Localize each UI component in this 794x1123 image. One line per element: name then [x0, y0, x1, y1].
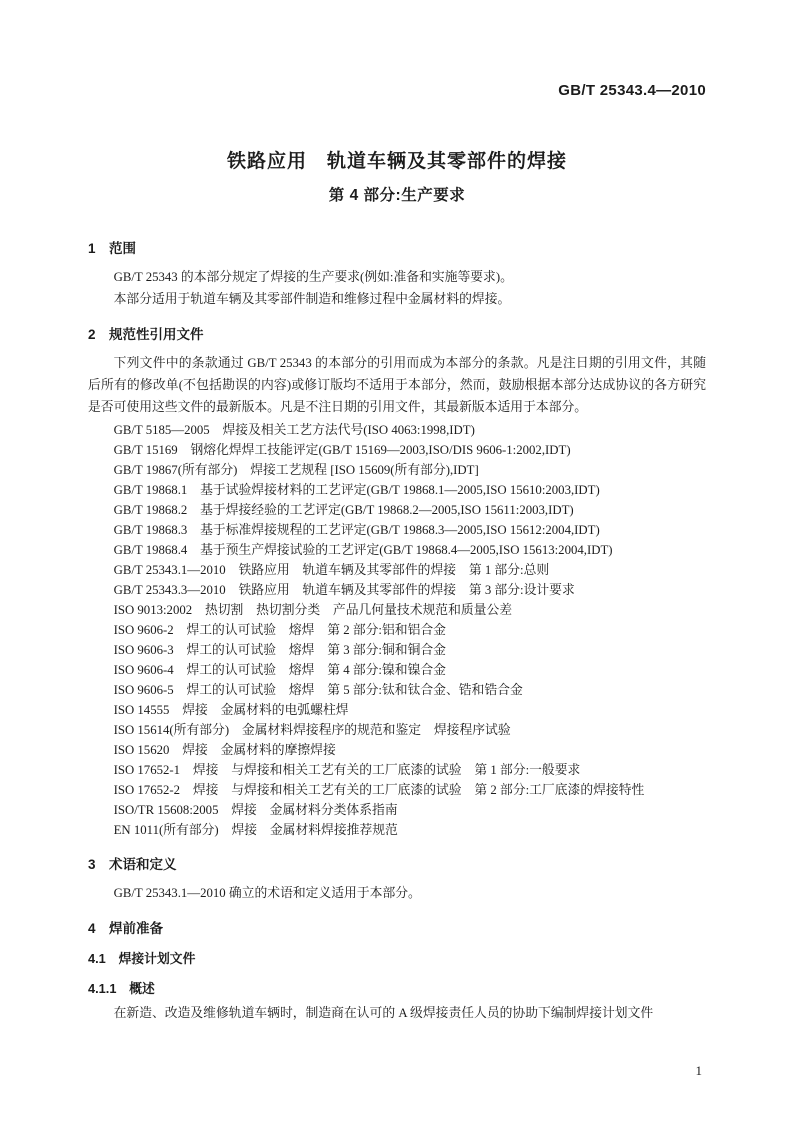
document-title [0, 146, 794, 205]
section-1-paragraph-1: GB/T 25343 的本部分规定了焊接的生产要求(例如:准备和实施等要求)。 [113, 270, 513, 284]
section-4-1-1-heading: 4.1.1 概述 [88, 981, 155, 996]
reference-item: ISO/TR 15608:2005 焊接 金属材料分类体系指南 [113, 803, 398, 817]
reference-item: ISO 15614(所有部分) 金属材料焊接程序的规范和鉴定 焊接程序试验 [113, 723, 511, 737]
reference-item: ISO 9606-5 焊工的认可试验 熔焊 第 5 部分:钛和钛合金、锆和锆合金 [113, 683, 523, 697]
title-line-1: 铁路应用 轨道车辆及其零部件的焊接 [226, 151, 567, 172]
section-4-1-1-paragraph-1: 在新造、改造及维修轨道车辆时，制造商在认可的 A 级焊接责任人员的协助下编制焊接计划文件 [113, 1006, 654, 1020]
reference-item: ISO 9606-2 焊工的认可试验 熔焊 第 2 部分:铝和铝合金 [113, 623, 446, 637]
document-body [88, 238, 706, 1024]
normative-references-list [88, 420, 706, 840]
reference-item: GB/T 5185—2005 焊接及相关工艺方法代号(ISO 4063:1998,IDT) [113, 423, 475, 437]
section-3-heading: 3 术语和定义 [88, 857, 177, 872]
reference-item: ISO 9013:2002 热切割 热切割分类 产品几何量技术规范和质量公差 [113, 603, 513, 617]
reference-item: ISO 17652-1 焊接 与焊接和相关工艺有关的工厂底漆的试验 第 1 部分:一般要求 [113, 763, 581, 777]
section-2-heading: 2 规范性引用文件 [88, 327, 204, 342]
reference-item: GB/T 19868.2 基于焊接经验的工艺评定(GB/T 19868.2—2005,ISO 15611:2003,IDT) [113, 503, 574, 517]
reference-item: GB/T 15169 钢熔化焊焊工技能评定(GB/T 15169—2003,ISO/DIS 9606-1:2002,IDT) [113, 443, 571, 457]
standard-number: GB/T 25343.4—2010 [558, 82, 706, 99]
reference-item: ISO 15620 焊接 金属材料的摩擦焊接 [113, 743, 336, 757]
section-1-paragraph-2: 本部分适用于轨道车辆及其零部件制造和维修过程中金属材料的焊接。 [113, 292, 511, 306]
section-2-intro-paragraph: 下列文件中的条款通过 GB/T 25343 的本部分的引用而成为本部分的条款。凡是注日期的引用文件，其随后所有的修改单(不包括勘误的内容)或修订版均不适用于本部分，然而，鼓励根据本部分达成协议的各方研究是否可使用这些文件的最新版本。凡是不注日期的引用文件，其最新版本适用于本部分。 [88, 356, 706, 414]
section-4-heading: 4 焊前准备 [88, 921, 164, 936]
section-3-paragraph-1: GB/T 25343.1—2010 确立的术语和定义适用于本部分。 [113, 886, 421, 900]
reference-item: ISO 14555 焊接 金属材料的电弧螺柱焊 [113, 703, 349, 717]
reference-item: ISO 9606-3 焊工的认可试验 熔焊 第 3 部分:铜和铜合金 [113, 643, 446, 657]
reference-item: GB/T 19868.1 基于试验焊接材料的工艺评定(GB/T 19868.1—2005,ISO 15610:2003,IDT) [113, 483, 600, 497]
reference-item: GB/T 19868.3 基于标准焊接规程的工艺评定(GB/T 19868.3—2005,ISO 15612:2004,IDT) [113, 523, 600, 537]
reference-item: GB/T 25343.3—2010 铁路应用 轨道车辆及其零部件的焊接 第 3 部分:设计要求 [113, 583, 575, 597]
section-1-heading: 1 范围 [88, 241, 137, 256]
reference-item: GB/T 19867(所有部分) 焊接工艺规程 [ISO 15609(所有部分),IDT] [113, 463, 479, 477]
reference-item: EN 1011(所有部分) 焊接 金属材料焊接推荐规范 [113, 823, 398, 837]
reference-item: ISO 9606-4 焊工的认可试验 熔焊 第 4 部分:镍和镍合金 [113, 663, 446, 677]
section-4-1-heading: 4.1 焊接计划文件 [88, 951, 196, 966]
page-number: 1 [695, 1063, 702, 1078]
reference-item: GB/T 25343.1—2010 铁路应用 轨道车辆及其零部件的焊接 第 1 部分:总则 [113, 563, 550, 577]
reference-item: GB/T 19868.4 基于预生产焊接试验的工艺评定(GB/T 19868.4—2005,ISO 15613:2004,IDT) [113, 543, 613, 557]
reference-item: ISO 17652-2 焊接 与焊接和相关工艺有关的工厂底漆的试验 第 2 部分:工厂底漆的焊接特性 [113, 783, 645, 797]
title-line-2: 第 4 部分:生产要求 [328, 187, 466, 204]
